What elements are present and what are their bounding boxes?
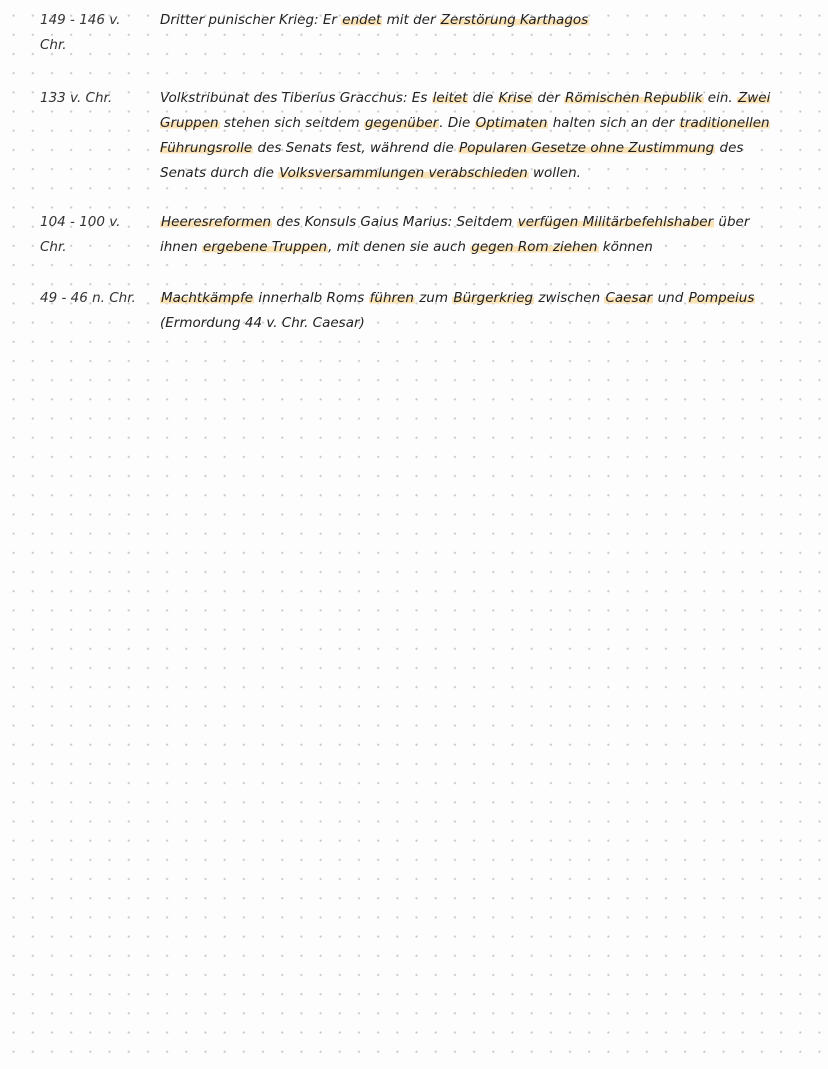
highlighted-phrase: Zwei Gruppen [160,90,771,131]
text-phrase: des Senats durch die [160,140,744,181]
text-phrase: zwischen [534,290,605,306]
entry-date: 49 - 46 n. Chr. [40,290,136,306]
highlighted-phrase: Caesar [605,290,653,306]
entry-text [160,286,785,336]
text-phrase: die [468,90,498,106]
entry-date: 149 - 146 v. Chr. [40,12,121,53]
highlighted-phrase: gegen Rom ziehen [471,239,598,255]
text-phrase: halten sich an der [548,115,679,131]
entry-text [160,86,785,186]
text-phrase: ein. [703,90,738,106]
highlighted-phrase: verfügen Militärbefehlshaber [517,214,714,230]
text-phrase: des Konsuls Gaius Marius: Seitdem [272,214,517,230]
highlighted-phrase: Römischen Republik [565,90,703,106]
highlighted-phrase: Heeresreformen [161,214,272,230]
highlighted-phrase: Zerstörung Karthagos [440,12,589,28]
entry-date: 104 - 100 v. Chr. [40,214,121,255]
highlighted-phrase: traditionellen Führungsrolle [160,115,770,156]
highlighted-phrase: endet [342,12,382,28]
text-phrase: zum [414,290,453,306]
text-phrase: des Senats fest, während die [253,140,459,156]
text-phrase: . Die [439,115,475,131]
highlighted-phrase: Optimaten [475,115,548,131]
text-phrase: können [598,239,653,255]
text-phrase: der [533,90,565,106]
text-phrase: wollen. [528,165,581,181]
text-phrase: Volkstribunat des Tiberius Gracchus: Es [160,90,432,106]
text-phrase: Dritter punischer Krieg: Er [160,12,342,28]
text-phrase: , mit denen sie auch [328,239,471,255]
entry-text [160,8,785,33]
highlighted-phrase: Pompeius [688,290,755,306]
highlighted-phrase: Popularen Gesetze ohne Zustimmung [459,140,715,156]
text-phrase: über ihnen [160,214,750,255]
highlighted-phrase: Bürgerkrieg [453,290,534,306]
highlighted-phrase: ergebene Truppen [203,239,328,255]
highlighted-phrase: Volksversammlungen verabschieden [279,165,528,181]
highlighted-phrase: Krise [498,90,533,106]
text-phrase: mit der [382,12,440,28]
highlighted-phrase: gegenüber [364,115,439,131]
highlighted-phrase: leitet [432,90,468,106]
text-phrase: und [653,290,688,306]
text-phrase: innerhalb Roms [254,290,369,306]
highlighted-phrase: führen [369,290,414,306]
text-phrase: stehen sich seitdem [219,115,364,131]
highlighted-phrase: Machtkämpfe [161,290,254,306]
entry-date: 133 v. Chr. [40,90,113,106]
text-phrase: (Ermordung 44 v. Chr. Caesar) [160,315,365,331]
entry-text [160,210,785,260]
